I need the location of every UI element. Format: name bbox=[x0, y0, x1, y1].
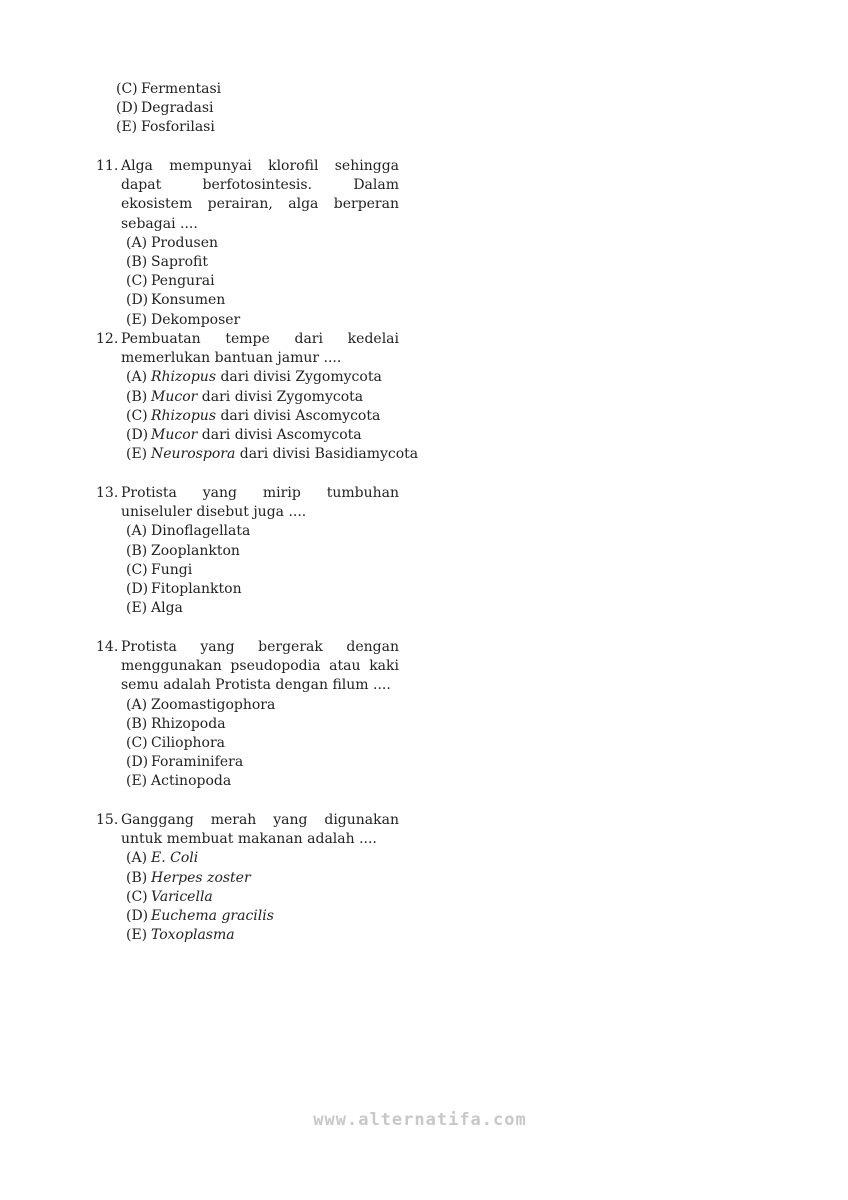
genus-name: Rhizopus bbox=[151, 369, 217, 386]
option-b: (B) Rhizopoda bbox=[126, 715, 226, 732]
option-e: (E) Toxoplasma bbox=[126, 927, 235, 944]
option-a: (A) E. Coli bbox=[126, 850, 199, 867]
question-number: 14. bbox=[96, 639, 119, 655]
option-c: (C) Rhizopus dari divisi Ascomycota bbox=[126, 407, 381, 424]
option-a: (A) Produsen bbox=[126, 234, 219, 251]
option-b: (B) Zooplankton bbox=[126, 542, 240, 559]
question-text: Ganggang merah yang digunakan untuk membuat makanan adalah .... bbox=[121, 812, 399, 848]
question-text: Protista yang mirip tumbuhan uniseluler disebut juga .... bbox=[121, 485, 399, 521]
question-number: 12. bbox=[96, 331, 119, 347]
question-number: 13. bbox=[96, 485, 119, 501]
question-stem bbox=[96, 330, 399, 368]
question-number: 15. bbox=[96, 812, 119, 828]
option-e: (E) Alga bbox=[126, 600, 183, 617]
question-number: 11. bbox=[96, 158, 119, 174]
option-c: (C) Ciliophora bbox=[126, 734, 226, 751]
website-watermark: www.alternatifa.com bbox=[313, 1110, 527, 1130]
option-a: (A) Rhizopus dari divisi Zygomycota bbox=[126, 369, 382, 386]
option-a: (A) Zoomastigophora bbox=[126, 696, 276, 713]
species-name: Euchema gracilis bbox=[151, 907, 274, 924]
option-d: (D) Mucor dari divisi Ascomycota bbox=[126, 426, 362, 443]
question-stem bbox=[96, 638, 399, 696]
answer-options bbox=[96, 849, 399, 945]
question-text: Alga mempunyai klorofil sehingga dapat berfotosintesis. Dalam ekosistem perairan, alga berperan sebagai .... bbox=[121, 158, 399, 232]
answer-options bbox=[96, 522, 399, 618]
question-text: Pembuatan tempe dari kedelai memerlukan bantuan jamur .... bbox=[121, 331, 399, 367]
species-name: E. Coli bbox=[151, 850, 199, 867]
option-d: (D) Fitoplankton bbox=[126, 580, 242, 597]
answer-options bbox=[96, 696, 399, 792]
option-b: (B) Mucor dari divisi Zygomycota bbox=[126, 388, 364, 405]
question-12 bbox=[96, 330, 419, 464]
question-15 bbox=[96, 811, 399, 945]
question-11 bbox=[96, 157, 399, 330]
option-e: (E) Neurospora dari divisi Basidiamycota bbox=[126, 446, 419, 463]
option-d: (D) Foraminifera bbox=[126, 754, 244, 771]
genus-name: Mucor bbox=[151, 426, 198, 443]
species-name: Herpes zoster bbox=[151, 869, 251, 886]
question-stem bbox=[96, 484, 399, 522]
option-d: (D) Euchema gracilis bbox=[126, 907, 274, 924]
question-text: Protista yang bergerak dengan menggunakan pseudopodia atau kaki semu adalah Protista dengan filum .... bbox=[121, 639, 399, 694]
answer-options bbox=[96, 368, 419, 464]
species-name: Varicella bbox=[151, 888, 213, 905]
question-stem bbox=[96, 811, 399, 849]
question-14 bbox=[96, 638, 399, 792]
option-c: (C) Fermentasi bbox=[116, 81, 222, 97]
question-stem bbox=[96, 157, 399, 234]
option-c: (C) Varicella bbox=[126, 888, 213, 905]
option-e: (E) Fosforilasi bbox=[116, 119, 215, 136]
option-b: (B) Saprofit bbox=[126, 254, 208, 270]
genus-name: Rhizopus bbox=[151, 407, 217, 424]
genus-name: Mucor bbox=[151, 388, 198, 405]
option-d: (D) Degradasi bbox=[116, 100, 214, 117]
option-c: (C) Fungi bbox=[126, 561, 193, 578]
option-b: (B) Herpes zoster bbox=[126, 869, 251, 886]
species-name: Toxoplasma bbox=[151, 927, 235, 944]
genus-name: Neurospora bbox=[151, 446, 236, 463]
option-e: (E) Actinopoda bbox=[126, 773, 232, 790]
option-a: (A) Dinoflagellata bbox=[126, 523, 251, 540]
option-d: (D) Konsumen bbox=[126, 292, 226, 309]
option-e: (E) Dekomposer bbox=[126, 311, 241, 328]
question-13 bbox=[96, 484, 399, 618]
answer-options bbox=[96, 234, 399, 330]
previous-question-options bbox=[116, 80, 221, 138]
option-c: (C) Pengurai bbox=[126, 273, 215, 290]
